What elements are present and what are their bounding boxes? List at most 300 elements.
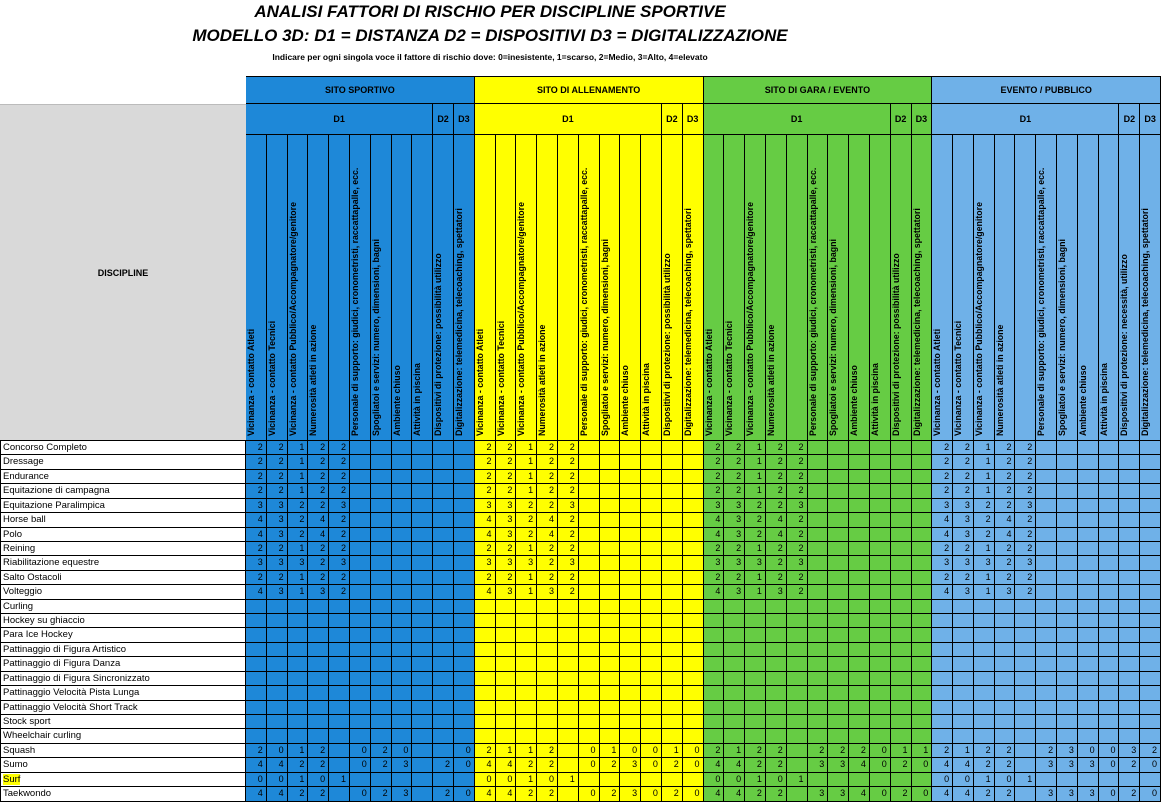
value-cell bbox=[953, 729, 974, 743]
value-cell bbox=[787, 657, 808, 671]
value-cell bbox=[433, 686, 454, 700]
value-cell: 2 bbox=[1015, 484, 1036, 498]
value-cell bbox=[1057, 455, 1078, 469]
value-cell bbox=[412, 744, 433, 758]
value-cell: 4 bbox=[246, 513, 267, 527]
value-cell: 2 bbox=[329, 571, 350, 585]
value-cell bbox=[870, 701, 891, 715]
column-header bbox=[308, 135, 329, 441]
value-cell bbox=[392, 614, 413, 628]
value-cell bbox=[433, 614, 454, 628]
value-cell bbox=[662, 773, 683, 787]
value-cell bbox=[683, 528, 704, 542]
value-cell bbox=[641, 542, 662, 556]
value-cell bbox=[662, 455, 683, 469]
value-cell bbox=[1036, 571, 1057, 585]
value-cell bbox=[891, 528, 912, 542]
value-cell bbox=[412, 686, 433, 700]
value-cell bbox=[808, 600, 829, 614]
value-cell bbox=[912, 701, 933, 715]
value-cell: 3 bbox=[1057, 758, 1078, 772]
column-header-label: Dispositivi di protezione: possibilità utilizzo bbox=[661, 253, 672, 436]
value-cell bbox=[620, 513, 641, 527]
value-cell: 4 bbox=[475, 787, 496, 801]
value-cell bbox=[579, 571, 600, 585]
value-cell bbox=[912, 441, 933, 455]
value-cell bbox=[350, 499, 371, 513]
value-cell bbox=[641, 715, 662, 729]
value-cell bbox=[828, 672, 849, 686]
value-cell bbox=[1119, 715, 1140, 729]
value-cell: 2 bbox=[433, 758, 454, 772]
value-cell: 2 bbox=[267, 455, 288, 469]
value-cell bbox=[537, 643, 558, 657]
value-cell: 2 bbox=[558, 585, 579, 599]
value-cell: 3 bbox=[475, 499, 496, 513]
value-cell: 1 bbox=[745, 441, 766, 455]
value-cell: 3 bbox=[329, 499, 350, 513]
value-cell bbox=[558, 643, 579, 657]
column-header bbox=[558, 135, 579, 441]
value-cell: 3 bbox=[953, 499, 974, 513]
value-cell: 1 bbox=[288, 470, 309, 484]
value-cell bbox=[558, 787, 579, 801]
column-header bbox=[704, 135, 725, 441]
value-cell bbox=[558, 628, 579, 642]
value-cell bbox=[579, 441, 600, 455]
value-cell: 2 bbox=[787, 571, 808, 585]
value-cell: 2 bbox=[1140, 744, 1161, 758]
value-cell: 3 bbox=[1057, 787, 1078, 801]
value-cell: 0 bbox=[579, 787, 600, 801]
value-cell: 2 bbox=[974, 744, 995, 758]
column-header bbox=[953, 135, 974, 441]
value-cell bbox=[537, 729, 558, 743]
value-cell: 2 bbox=[1015, 585, 1036, 599]
column-header bbox=[537, 135, 558, 441]
value-cell bbox=[454, 628, 475, 642]
discipline-row-label bbox=[0, 455, 246, 469]
value-cell bbox=[808, 715, 829, 729]
value-cell bbox=[662, 614, 683, 628]
column-header bbox=[641, 135, 662, 441]
value-cell bbox=[412, 600, 433, 614]
value-cell: 2 bbox=[849, 744, 870, 758]
value-cell bbox=[475, 614, 496, 628]
value-cell bbox=[683, 773, 704, 787]
value-cell: 3 bbox=[246, 499, 267, 513]
value-cell: 2 bbox=[308, 571, 329, 585]
value-cell bbox=[1036, 499, 1057, 513]
value-cell bbox=[1036, 701, 1057, 715]
d3-header: D3 bbox=[454, 104, 475, 135]
value-cell bbox=[953, 715, 974, 729]
value-cell: 2 bbox=[246, 441, 267, 455]
value-cell bbox=[766, 701, 787, 715]
value-cell: 2 bbox=[995, 556, 1016, 570]
value-cell bbox=[1140, 643, 1161, 657]
value-cell bbox=[828, 455, 849, 469]
value-cell bbox=[412, 758, 433, 772]
value-cell: 2 bbox=[995, 758, 1016, 772]
value-cell: 3 bbox=[1036, 758, 1057, 772]
value-cell bbox=[641, 455, 662, 469]
column-header-label: Vicinanza - contatto Tecnici bbox=[724, 320, 735, 436]
value-cell bbox=[974, 628, 995, 642]
value-cell bbox=[995, 657, 1016, 671]
value-cell bbox=[496, 715, 517, 729]
value-cell bbox=[932, 614, 953, 628]
column-header-label: Vicinanza - contatto Tecnici bbox=[495, 320, 506, 436]
value-cell bbox=[891, 470, 912, 484]
value-cell bbox=[662, 600, 683, 614]
value-cell bbox=[912, 542, 933, 556]
value-cell: 0 bbox=[932, 773, 953, 787]
value-cell bbox=[516, 600, 537, 614]
value-cell bbox=[371, 643, 392, 657]
value-cell bbox=[828, 484, 849, 498]
value-cell: 1 bbox=[745, 484, 766, 498]
value-cell bbox=[329, 600, 350, 614]
value-cell: 2 bbox=[308, 787, 329, 801]
discipline-name: Stock sport bbox=[3, 716, 51, 728]
value-cell: 2 bbox=[558, 470, 579, 484]
value-cell bbox=[662, 686, 683, 700]
value-cell bbox=[912, 628, 933, 642]
column-header-label: Vicinanza - contatto Pubblico/Accompagnatore/genitore bbox=[745, 202, 756, 436]
value-cell bbox=[329, 672, 350, 686]
value-cell bbox=[662, 441, 683, 455]
d2-header: D2 bbox=[662, 104, 683, 135]
column-header bbox=[724, 135, 745, 441]
value-cell: 2 bbox=[787, 470, 808, 484]
value-cell bbox=[828, 628, 849, 642]
value-cell bbox=[433, 600, 454, 614]
value-cell bbox=[454, 455, 475, 469]
value-cell bbox=[912, 614, 933, 628]
value-cell bbox=[808, 657, 829, 671]
value-cell bbox=[724, 600, 745, 614]
value-cell bbox=[995, 686, 1016, 700]
value-cell bbox=[412, 455, 433, 469]
value-cell bbox=[496, 701, 517, 715]
value-cell bbox=[787, 686, 808, 700]
value-cell bbox=[1119, 628, 1140, 642]
value-cell bbox=[662, 484, 683, 498]
value-cell: 2 bbox=[745, 744, 766, 758]
column-header-label: Personale di supporto: giudici, cronometristi, raccattapalle, ecc. bbox=[578, 167, 589, 436]
discipline-row-label bbox=[0, 556, 246, 570]
value-cell bbox=[350, 484, 371, 498]
value-cell: 2 bbox=[267, 441, 288, 455]
value-cell bbox=[1099, 600, 1120, 614]
value-cell bbox=[849, 701, 870, 715]
value-cell bbox=[371, 672, 392, 686]
value-cell: 3 bbox=[620, 758, 641, 772]
value-cell bbox=[308, 672, 329, 686]
value-cell bbox=[1099, 585, 1120, 599]
column-header bbox=[1036, 135, 1057, 441]
value-cell bbox=[766, 715, 787, 729]
value-cell bbox=[496, 600, 517, 614]
value-cell bbox=[808, 686, 829, 700]
discipline-name: Sumo bbox=[3, 759, 28, 771]
value-cell bbox=[433, 470, 454, 484]
value-cell bbox=[1078, 643, 1099, 657]
group-header-gara: SITO DI GARA / EVENTO bbox=[704, 76, 933, 104]
value-cell bbox=[766, 614, 787, 628]
value-cell: 4 bbox=[849, 787, 870, 801]
value-cell bbox=[267, 643, 288, 657]
value-cell bbox=[288, 686, 309, 700]
value-cell bbox=[974, 701, 995, 715]
value-cell bbox=[641, 441, 662, 455]
value-cell bbox=[558, 600, 579, 614]
value-cell: 2 bbox=[724, 542, 745, 556]
discipline-name: Pattinaggio Velocità Short Track bbox=[3, 701, 138, 713]
value-cell: 4 bbox=[766, 513, 787, 527]
discipline-row-label bbox=[0, 542, 246, 556]
value-cell bbox=[579, 484, 600, 498]
value-cell bbox=[891, 600, 912, 614]
discipline-name: Pattinaggio di Figura Sincronizzato bbox=[3, 672, 150, 684]
column-header bbox=[412, 135, 433, 441]
value-cell bbox=[600, 715, 621, 729]
value-cell bbox=[704, 729, 725, 743]
value-cell bbox=[412, 470, 433, 484]
value-cell bbox=[932, 643, 953, 657]
value-cell bbox=[683, 455, 704, 469]
value-cell bbox=[516, 614, 537, 628]
value-cell: 4 bbox=[496, 758, 517, 772]
value-cell: 2 bbox=[1015, 571, 1036, 585]
value-cell bbox=[828, 686, 849, 700]
value-cell bbox=[600, 484, 621, 498]
value-cell bbox=[558, 701, 579, 715]
value-cell: 1 bbox=[1015, 773, 1036, 787]
value-cell: 0 bbox=[641, 758, 662, 772]
value-cell bbox=[808, 701, 829, 715]
value-cell bbox=[371, 600, 392, 614]
value-cell bbox=[1099, 773, 1120, 787]
column-header-label: Numerosità atleti in azione bbox=[994, 324, 1005, 436]
value-cell: 4 bbox=[475, 758, 496, 772]
value-cell bbox=[870, 470, 891, 484]
value-cell bbox=[392, 470, 413, 484]
value-cell bbox=[1078, 571, 1099, 585]
value-cell: 2 bbox=[475, 455, 496, 469]
value-cell: 2 bbox=[995, 744, 1016, 758]
value-cell bbox=[454, 556, 475, 570]
value-cell bbox=[849, 686, 870, 700]
value-cell: 4 bbox=[308, 528, 329, 542]
value-cell: 4 bbox=[849, 758, 870, 772]
value-cell bbox=[808, 441, 829, 455]
value-cell bbox=[620, 600, 641, 614]
value-cell bbox=[932, 628, 953, 642]
value-cell bbox=[870, 441, 891, 455]
value-cell bbox=[724, 628, 745, 642]
value-cell bbox=[475, 686, 496, 700]
value-cell bbox=[953, 628, 974, 642]
column-header-label: Vicinanza - contatto Atleti bbox=[474, 328, 485, 436]
column-header-label: Numerosità atleti in azione bbox=[765, 324, 776, 436]
value-cell bbox=[745, 614, 766, 628]
value-cell bbox=[1036, 614, 1057, 628]
value-cell bbox=[912, 585, 933, 599]
value-cell bbox=[1119, 614, 1140, 628]
value-cell bbox=[891, 701, 912, 715]
value-cell: 3 bbox=[704, 556, 725, 570]
discipline-name: Taekwondo bbox=[3, 788, 52, 800]
value-cell bbox=[246, 701, 267, 715]
value-cell: 2 bbox=[246, 470, 267, 484]
value-cell bbox=[974, 657, 995, 671]
value-cell bbox=[953, 614, 974, 628]
value-cell bbox=[433, 571, 454, 585]
value-cell bbox=[600, 701, 621, 715]
value-cell bbox=[433, 628, 454, 642]
value-cell bbox=[912, 643, 933, 657]
value-cell bbox=[1119, 484, 1140, 498]
value-cell bbox=[912, 657, 933, 671]
value-cell bbox=[912, 513, 933, 527]
value-cell bbox=[600, 441, 621, 455]
discipline-row-label bbox=[0, 628, 246, 642]
value-cell: 2 bbox=[516, 513, 537, 527]
value-cell: 1 bbox=[787, 773, 808, 787]
value-cell bbox=[246, 657, 267, 671]
value-cell bbox=[267, 686, 288, 700]
value-cell bbox=[849, 470, 870, 484]
value-cell bbox=[475, 600, 496, 614]
value-cell bbox=[308, 600, 329, 614]
value-cell bbox=[433, 513, 454, 527]
value-cell bbox=[704, 614, 725, 628]
value-cell bbox=[329, 701, 350, 715]
value-cell bbox=[1078, 556, 1099, 570]
value-cell bbox=[371, 542, 392, 556]
value-cell: 0 bbox=[641, 787, 662, 801]
value-cell: 2 bbox=[724, 441, 745, 455]
value-cell bbox=[1057, 715, 1078, 729]
value-cell: 1 bbox=[600, 744, 621, 758]
value-cell: 1 bbox=[288, 571, 309, 585]
value-cell: 2 bbox=[371, 744, 392, 758]
value-cell bbox=[1015, 643, 1036, 657]
value-cell bbox=[392, 441, 413, 455]
value-cell: 0 bbox=[267, 744, 288, 758]
group-header-sito: SITO SPORTIVO bbox=[246, 76, 475, 104]
value-cell bbox=[392, 513, 413, 527]
value-cell bbox=[412, 556, 433, 570]
value-cell bbox=[392, 628, 413, 642]
value-cell: 1 bbox=[516, 571, 537, 585]
value-cell: 2 bbox=[787, 585, 808, 599]
value-cell bbox=[412, 513, 433, 527]
value-cell bbox=[496, 628, 517, 642]
value-cell bbox=[745, 672, 766, 686]
value-cell: 2 bbox=[516, 758, 537, 772]
value-cell bbox=[641, 657, 662, 671]
value-cell bbox=[787, 715, 808, 729]
value-cell: 4 bbox=[246, 528, 267, 542]
value-cell bbox=[288, 715, 309, 729]
value-cell bbox=[1140, 499, 1161, 513]
value-cell: 2 bbox=[724, 470, 745, 484]
value-cell bbox=[891, 484, 912, 498]
value-cell bbox=[454, 513, 475, 527]
value-cell bbox=[1057, 513, 1078, 527]
value-cell bbox=[1057, 441, 1078, 455]
value-cell: 2 bbox=[537, 787, 558, 801]
value-cell bbox=[454, 643, 475, 657]
value-cell bbox=[1140, 672, 1161, 686]
value-cell: 0 bbox=[912, 758, 933, 772]
value-cell: 2 bbox=[288, 787, 309, 801]
value-cell: 4 bbox=[704, 758, 725, 772]
value-cell bbox=[267, 701, 288, 715]
column-header bbox=[766, 135, 787, 441]
value-cell bbox=[1119, 556, 1140, 570]
value-cell bbox=[267, 672, 288, 686]
value-cell bbox=[1099, 614, 1120, 628]
value-cell bbox=[1015, 744, 1036, 758]
value-cell bbox=[392, 643, 413, 657]
value-cell: 2 bbox=[704, 470, 725, 484]
value-cell: 0 bbox=[392, 744, 413, 758]
value-cell bbox=[433, 441, 454, 455]
value-cell bbox=[787, 758, 808, 772]
value-cell bbox=[433, 657, 454, 671]
value-cell bbox=[891, 455, 912, 469]
value-cell: 1 bbox=[288, 542, 309, 556]
value-cell bbox=[1057, 643, 1078, 657]
value-cell: 3 bbox=[267, 556, 288, 570]
value-cell: 4 bbox=[995, 528, 1016, 542]
value-cell: 4 bbox=[953, 758, 974, 772]
value-cell bbox=[516, 686, 537, 700]
value-cell bbox=[828, 643, 849, 657]
value-cell: 2 bbox=[932, 484, 953, 498]
value-cell bbox=[371, 455, 392, 469]
value-cell bbox=[724, 657, 745, 671]
value-cell: 3 bbox=[932, 499, 953, 513]
value-cell bbox=[433, 701, 454, 715]
value-cell: 1 bbox=[496, 744, 517, 758]
value-cell bbox=[600, 499, 621, 513]
value-cell bbox=[308, 643, 329, 657]
value-cell bbox=[828, 600, 849, 614]
value-cell bbox=[516, 672, 537, 686]
value-cell bbox=[974, 643, 995, 657]
value-cell bbox=[641, 643, 662, 657]
value-cell: 3 bbox=[1078, 787, 1099, 801]
value-cell bbox=[995, 715, 1016, 729]
value-cell bbox=[808, 542, 829, 556]
value-cell: 1 bbox=[953, 744, 974, 758]
value-cell: 2 bbox=[475, 744, 496, 758]
value-cell bbox=[766, 672, 787, 686]
column-header-label: Vicinanza - contatto Pubblico/Accompagnatore/genitore bbox=[973, 202, 984, 436]
value-cell: 3 bbox=[392, 758, 413, 772]
value-cell bbox=[308, 614, 329, 628]
value-cell bbox=[1036, 528, 1057, 542]
value-cell: 2 bbox=[745, 787, 766, 801]
value-cell: 0 bbox=[766, 773, 787, 787]
value-cell: 2 bbox=[995, 470, 1016, 484]
value-cell bbox=[620, 773, 641, 787]
